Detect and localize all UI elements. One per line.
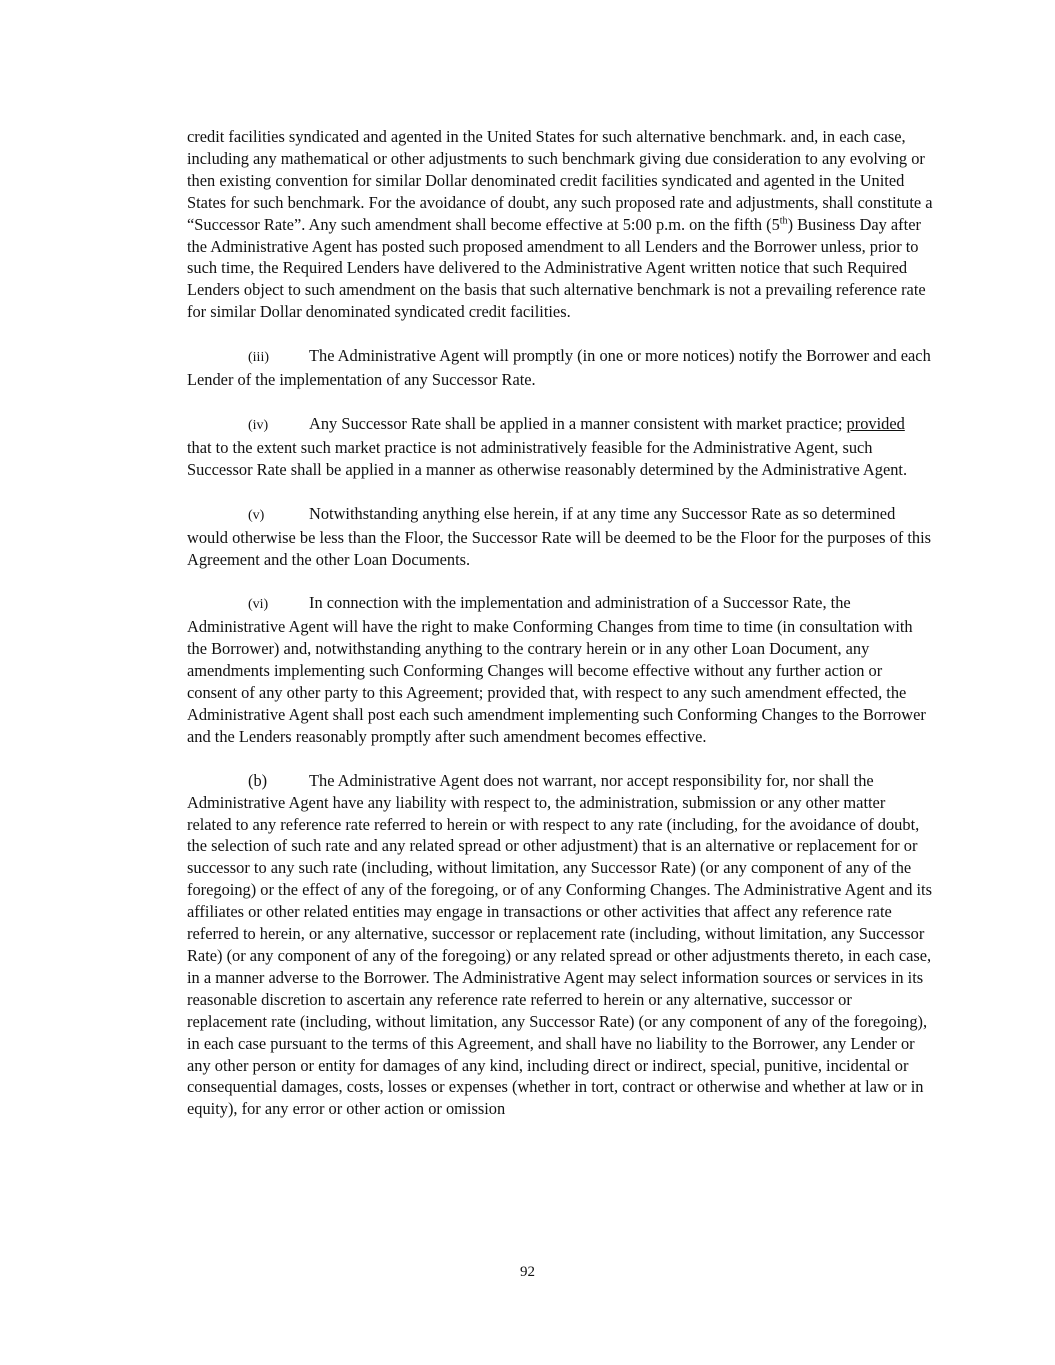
paragraph-text: Any Successor Rate shall be applied in a manner consistent with market practice; [309, 413, 847, 433]
clause-number: (iii) [248, 350, 269, 366]
paragraph-successor-rate-amendment [187, 126, 933, 323]
paragraph-text: Notwithstanding anything else herein, if at any time any Successor Rate as so determined would otherwise be less than the Floor, the Successor Rate will be deemed to be the Floor for the purposes of this Agreement and the other Loan Documents. [187, 503, 932, 569]
page-number: 92 [520, 1264, 535, 1280]
paragraph-text: The Administrative Agent does not warrant, nor accept responsibility for, nor shall the Administrative Agent have any liability with respect to, the administration, submission or any other matter related to any reference rate referred to herein or with respect to any rate (including, for the avoidance of doubt, the selection of such rate and any related spread or other adjustment) that is an alternative or replacement for or successor to any such rate (including, without limitation, any Successor Rate) (or any component of any of the foregoing) or the effect of any of the foregoing, or of any Conforming Changes. The Administrative Agent and its affiliates or other related entities may engage in transactions or other activities that affect any reference rate referred to herein, or any alternative, successor or replacement rate (including, without limitation, any Successor Rate) (or any component of any of the foregoing) or any related spread or other adjustments thereto, in each case, in a manner adverse to the Borrower. The Administrative Agent may select information sources or services in its reasonable discretion to ascertain any reference rate referred to herein or any alternative, successor or replacement rate (including, without limitation, any Successor Rate) (or any component of any of the foregoing), in each case pursuant to the terms of this Agreement, and shall have no liability to the Borrower, any Lender or any other person or entity for damages of any kind, including direct or indirect, special, punitive, incidental or consequential damages, costs, losses or expenses (whether in tort, contract or otherwise and whether at law or in equity), for any error or other action or omission [187, 770, 932, 1119]
paragraph-iv [187, 413, 933, 481]
paragraph-text: credit facilities syndicated and agented in the United States for such alternative benchmark. and, in each case, including any mathematical or other adjustments to such benchmark giving due consideration to any evolving or then existing convention for similar Dollar denominated credit facilities syndicated and agented in the United States for such benchmark. For the avoidance of doubt, any such proposed rate and adjustments, shall constitute a “Successor Rate”. Any such amendment shall become effective at 5:00 p.m. on the fifth (5 [187, 127, 933, 234]
paragraph-text-continued: that to the extent such market practice is not administratively feasible for the Administrative Agent, such Successor Rate shall be applied in a manner as otherwise reasonably determined by the Administrative Agent. [187, 437, 908, 479]
paragraph-text: In connection with the implementation and administration of a Successor Rate, the Administrative Agent will have the right to make Conforming Changes from time to time (in consultation with the Borrower) and, notwithstanding anything to the contrary herein or in any other Loan Document, any amendments implementing such Conforming Changes will become effective without any further action or consent of any other party to this Agreement; provided that, with respect to any such amendment effected, the Administrative Agent shall post each such amendment implementing such Conforming Changes to the Borrower and the Lenders reasonably promptly after such amendment becomes effective. [187, 593, 926, 746]
paragraph-b [187, 770, 933, 1121]
paragraph-vi [187, 592, 933, 747]
paragraph-text: The Administrative Agent will promptly (in one or more notices) notify the Borrower and each Lender of the implementation of any Successor Rate. [187, 346, 931, 390]
paragraph-v [187, 503, 933, 571]
clause-number: (v) [248, 507, 265, 523]
superscript-ordinal: th [779, 215, 788, 227]
underlined-term-provided: provided [846, 413, 905, 433]
clause-number: (iv) [248, 417, 269, 433]
document-body [187, 126, 933, 1142]
clause-number: (vi) [248, 597, 269, 613]
paragraph-text-continued: ) Business Day after the Administrative Agent has posted such proposed amendment to all Lenders and the Borrower unless, prior to such time, the Required Lenders have delivered to the Administrative Agent written notice that such Required Lenders object to such amendment on the basis that such alternative benchmark is not a prevailing reference rate for similar Dollar denominated syndicated credit facilities. [187, 214, 926, 322]
paragraph-iii [187, 345, 933, 391]
section-letter: (b) [248, 770, 268, 790]
